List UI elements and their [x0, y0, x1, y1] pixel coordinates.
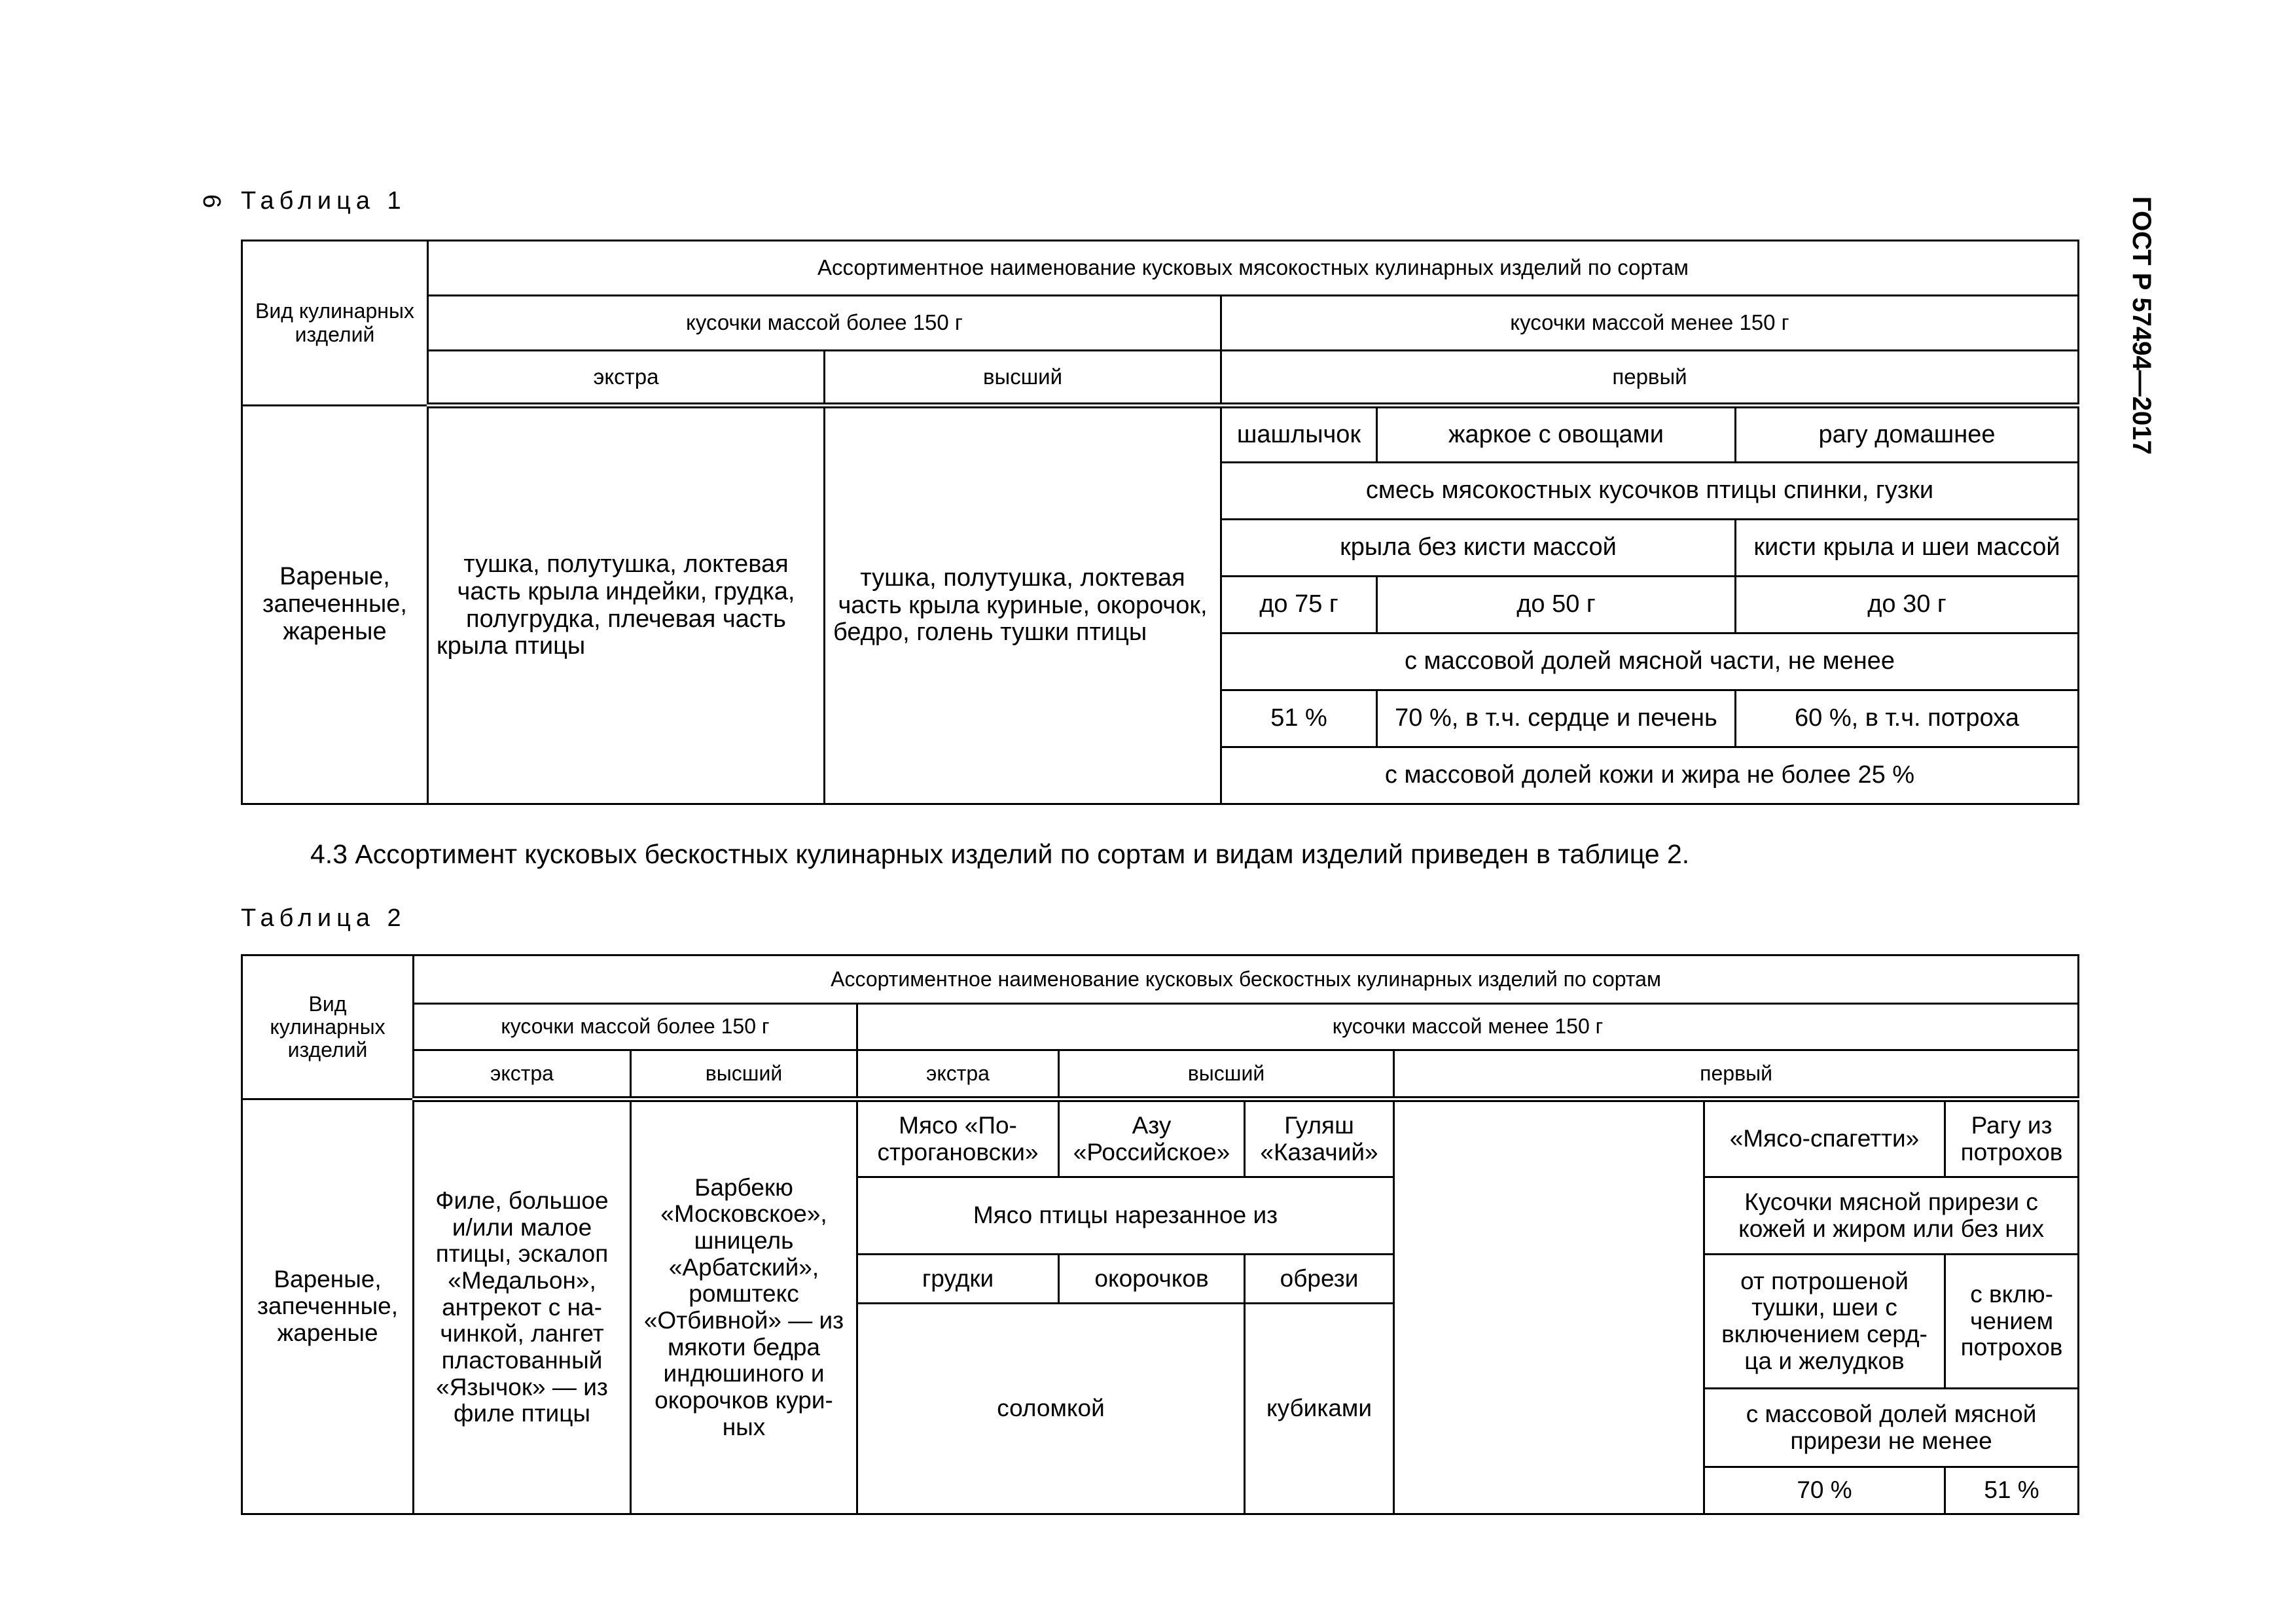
t2-header-extra-small: экстра — [857, 1050, 1059, 1099]
t1-header-assortment: Ассортиментное наименование кусковых мясокостных кулинарных изделий по сортам — [428, 241, 2079, 296]
t2-myaso-po-str: Мясо «По-строгановски» — [857, 1099, 1059, 1177]
t1-p70: 70 %, в т.ч. сердце и печень — [1377, 690, 1736, 747]
t2-grudki: грудки — [857, 1255, 1059, 1304]
t1-do50: до 50 г — [1377, 577, 1736, 633]
t1-row-vid: Вареные, запеченные, жареные — [242, 406, 428, 804]
t2-kusochki: Кусочки мясной прирези с кожей и жиром или без них — [1704, 1177, 2079, 1255]
t2-header-high-small: высший — [1059, 1050, 1394, 1099]
t2-row-vid: Вареные, запеченные, жареные — [242, 1099, 414, 1514]
t2-high-big: Барбекю «Московское», шницель «Арбатский», ромштекс «Отбивной» — из мякоти бедра индюшиного и окорочков кури-ных — [631, 1099, 857, 1514]
page-number: 6 — [198, 194, 226, 209]
t1-dolya-myasa: с массовой долей мясной части, не менее — [1221, 633, 2079, 690]
t1-do75: до 75 г — [1221, 577, 1377, 633]
t2-extra-big: Филе, большое и/или малое птицы, эскалоп «Медальон», антрекот с на-чинкой, лангет пластованный «Язычок» — из филе птицы — [414, 1099, 631, 1514]
t1-header-first: первый — [1221, 351, 2079, 406]
t2-spagetti: «Мясо-спагетти» — [1704, 1099, 1945, 1177]
t1-extra-text: тушка, полутушка, локтевая часть крыла индейки, грудка, полугрудка, плечевая часть крыла птицы — [428, 406, 825, 804]
t2-header-high: высший — [631, 1050, 857, 1099]
document-title: ГОСТ Р 57494—2017 — [2127, 196, 2156, 455]
t1-header-less150: кусочки массой менее 150 г — [1221, 296, 2079, 351]
t1-ragu: рагу домашнее — [1736, 406, 2079, 463]
t1-shashlychok: шашлычок — [1221, 406, 1377, 463]
t2-header-more150: кусочки массой более 150 г — [414, 1004, 857, 1050]
t1-high-text: тушка, полутушка, локтевая часть крыла куриные, окорочок, бедро, голень тушки птицы — [825, 406, 1221, 804]
t2-header-vid: Вид кулинарных изделий — [242, 955, 414, 1099]
t2-header-assortment: Ассортиментное наименование кусковых бескостных кулинарных изделий по сортам — [414, 955, 2079, 1004]
t2-gulyash: Гуляш «Казачий» — [1245, 1099, 1394, 1177]
t2-azu: Азу «Российское» — [1059, 1099, 1245, 1177]
table-1 — [241, 240, 2079, 805]
t2-myaso-ptitsy: Мясо птицы нарезанное из — [857, 1177, 1394, 1255]
t1-header-more150: кусочки массой более 150 г — [428, 296, 1221, 351]
t1-p60: 60 %, в т.ч. потроха — [1736, 690, 2079, 747]
t2-s-vkl: с вклю-чением потрохов — [1945, 1255, 2079, 1389]
t2-kubikami: кубиками — [1245, 1304, 1394, 1514]
t1-header-extra: экстра — [428, 351, 825, 406]
t2-header-extra: экстра — [414, 1050, 631, 1099]
paragraph-4-3: 4.3 Ассортимент кусковых бескостных кулинарных изделий по сортам и видам изделий приведен в таблице 2. — [310, 839, 1690, 869]
t1-do30: до 30 г — [1736, 577, 2079, 633]
t1-zharkoe: жаркое с овощами — [1377, 406, 1736, 463]
table-2 — [241, 954, 2079, 1515]
t1-dolya-kozhi: с массовой долей кожи и жира не более 25 % — [1221, 747, 2079, 804]
t2-ot-potr: от потрошеной тушки, шеи с включением серд-ца и желудков — [1704, 1255, 1945, 1389]
t2-ragu-potroh: Рагу из потрохов — [1945, 1099, 2079, 1177]
t2-header-less150: кусочки массой менее 150 г — [857, 1004, 2079, 1050]
t1-kisti: кисти крыла и шеи массой — [1736, 520, 2079, 577]
t2-solomkoy: соломкой — [857, 1304, 1245, 1514]
t2-header-first: первый — [1394, 1050, 2079, 1099]
t1-header-high: высший — [825, 351, 1221, 406]
t2-s-dolya: с массовой долей мясной прирези не менее — [1704, 1389, 2079, 1467]
t1-smes: смесь мясокостных кусочков птицы спинки, гузки — [1221, 463, 2079, 520]
t2-obrezi: обрези — [1245, 1255, 1394, 1304]
t2-okorochkov: окорочков — [1059, 1255, 1245, 1304]
table1-caption: Таблица 1 — [241, 187, 406, 215]
t1-header-vid: Вид кулинарных изделий — [242, 241, 428, 406]
t2-p51: 51 % — [1945, 1467, 2079, 1514]
t2-empty-cell — [1394, 1099, 1704, 1514]
table2-caption: Таблица 2 — [241, 904, 406, 932]
t1-p51: 51 % — [1221, 690, 1377, 747]
t2-p70: 70 % — [1704, 1467, 1945, 1514]
document-title-vertical — [2122, 196, 2161, 471]
t1-kryla: крыла без кисти массой — [1221, 520, 1736, 577]
